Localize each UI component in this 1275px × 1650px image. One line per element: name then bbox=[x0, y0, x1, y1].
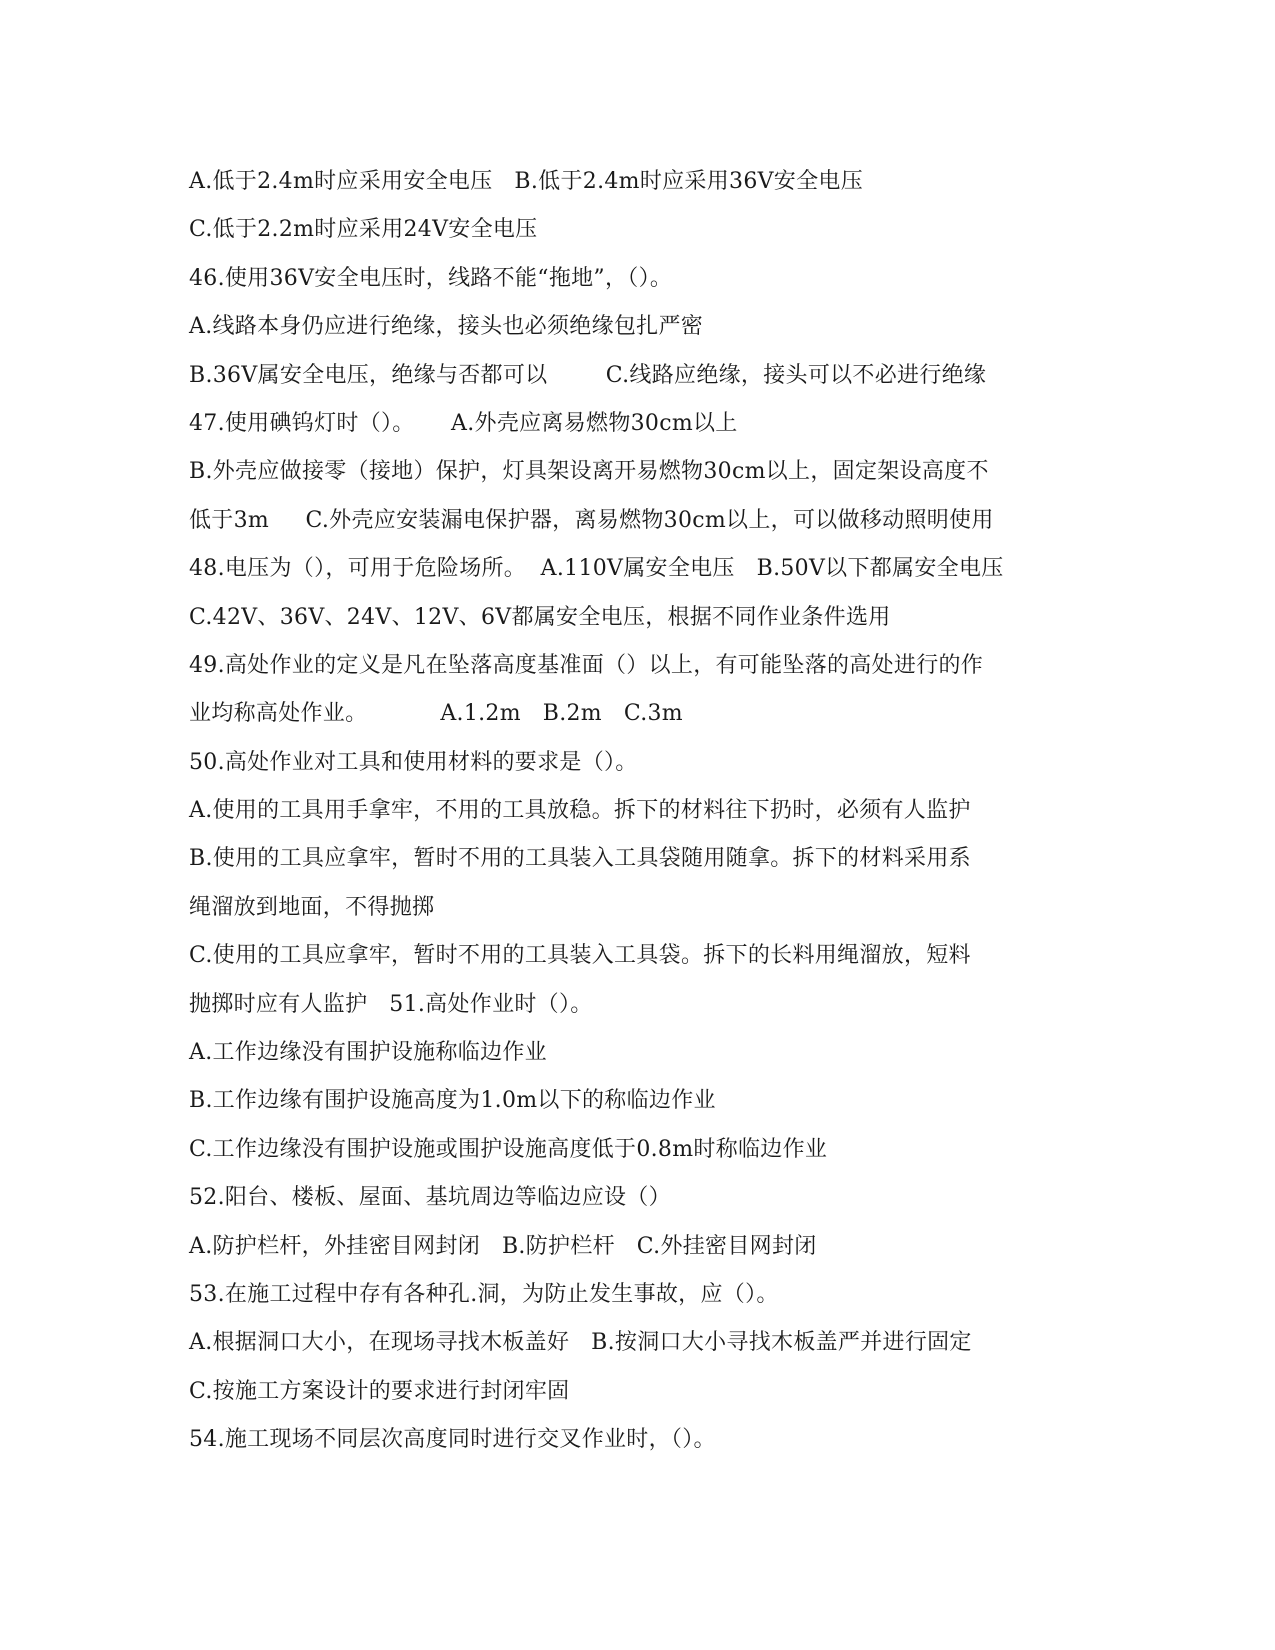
text-line: A.低于2.4m时应采用安全电压 B.低于2.4m时应采用36V安全电压 bbox=[189, 169, 864, 194]
text-line: C.使用的工具应拿牢，暂时不用的工具装入工具袋。拆下的长料用绳溜放，短料 bbox=[189, 943, 971, 969]
question-52: 52.阳台、楼板、屋面、基坑周边等临边应设（） bbox=[189, 1185, 671, 1211]
question-50: 50.高处作业对工具和使用材料的要求是（）。 bbox=[189, 749, 638, 775]
text-line: B.工作边缘有围护设施高度为1.0m以下的称临边作业 bbox=[189, 1088, 716, 1114]
question-51: 抛掷时应有人监护 51.高处作业时（）。 bbox=[189, 991, 593, 1017]
question-46: 46.使用36V安全电压时，线路不能“拖地”，（）。 bbox=[189, 265, 673, 291]
text-line: A.使用的工具用手拿牢，不用的工具放稳。拆下的材料往下扔时，必须有人监护 bbox=[189, 798, 971, 824]
text-line: A.工作边缘没有围护设施称临边作业 bbox=[189, 1040, 547, 1066]
text-line: A.线路本身仍应进行绝缘，接头也必须绝缘包扎严密 bbox=[189, 314, 704, 340]
text-line: B.36V属安全电压，绝缘与否都可以 C.线路应绝缘，接头可以不必进行绝缘 bbox=[189, 362, 987, 388]
question-53: 53.在施工过程中存有各种孔.洞，为防止发生事故，应（）。 bbox=[189, 1281, 779, 1307]
text-line: 低于3m C.外壳应安装漏电保护器，离易燃物30cm以上，可以做移动照明使用 bbox=[189, 507, 994, 533]
text-line: C.按施工方案设计的要求进行封闭牢固 bbox=[189, 1378, 570, 1404]
text-line: A.防护栏杆，外挂密目网封闭 B.防护栏杆 C.外挂密目网封闭 bbox=[189, 1233, 817, 1259]
text-line: B.外壳应做接零（接地）保护，灯具架设离开易燃物30cm以上，固定架设高度不 bbox=[189, 459, 989, 485]
text-line: B.使用的工具应拿牢，暂时不用的工具装入工具袋随用随拿。拆下的材料采用系 bbox=[189, 846, 971, 872]
question-49: 49.高处作业的定义是凡在坠落高度基准面（）以上，有可能坠落的高处进行的作 bbox=[189, 652, 984, 678]
question-47: 47.使用碘钨灯时（）。 A.外壳应离易燃物30cm以上 bbox=[189, 410, 738, 436]
question-48: 48.电压为（），可用于危险场所。 A.110V属安全电压 B.50V以下都属安全电压 bbox=[189, 556, 1004, 582]
text-line: 绳溜放到地面，不得抛掷 bbox=[189, 894, 435, 920]
text-line: 业均称高处作业。 A.1.2m B.2m C.3m bbox=[189, 701, 683, 727]
text-line: C.低于2.2m时应采用24V安全电压 bbox=[189, 217, 538, 243]
text-line: A.根据洞口大小，在现场寻找木板盖好 B.按洞口大小寻找木板盖严并进行固定 bbox=[189, 1330, 972, 1356]
text-line: C.工作边缘没有围护设施或围护设施高度低于0.8m时称临边作业 bbox=[189, 1136, 828, 1162]
question-54: 54.施工现场不同层次高度同时进行交叉作业时，（）。 bbox=[189, 1427, 716, 1453]
document-body bbox=[189, 158, 1089, 1465]
text-line: C.42V、36V、24V、12V、6V都属安全电压，根据不同作业条件选用 bbox=[189, 604, 891, 630]
